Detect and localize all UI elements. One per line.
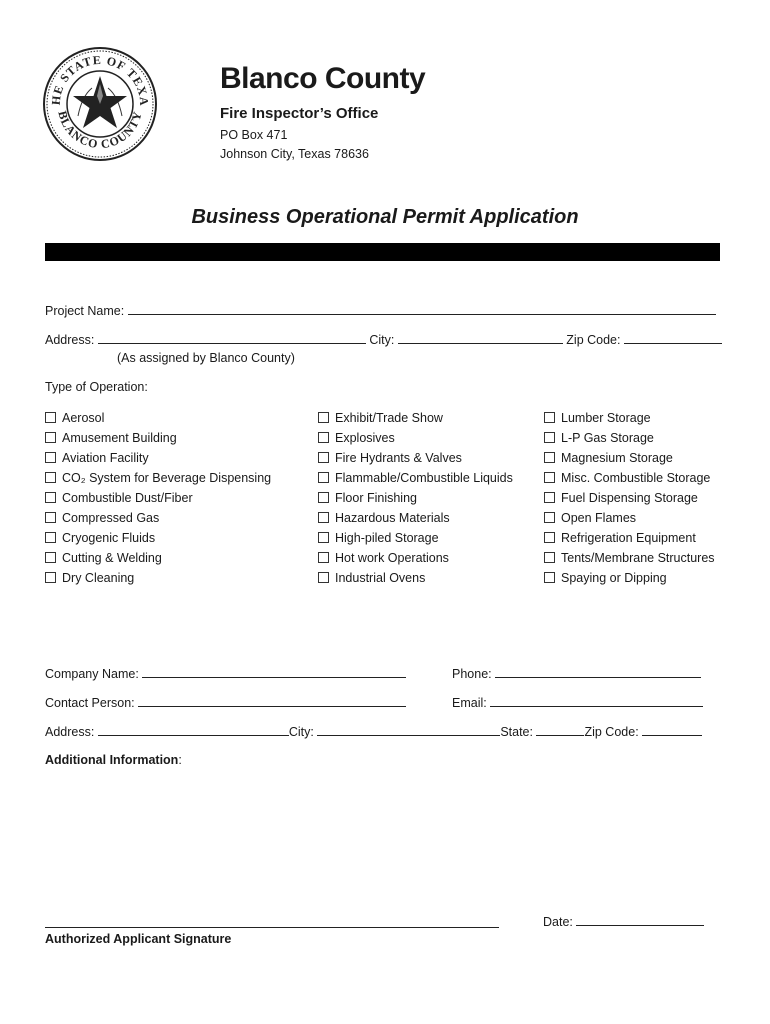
op-option-label: Spaying or Dipping <box>561 571 667 585</box>
company-address-field[interactable] <box>98 724 289 736</box>
op-option-label: High-piled Storage <box>335 531 439 545</box>
additional-info-colon: : <box>178 753 182 767</box>
phone-field[interactable] <box>495 666 701 678</box>
company-city-label: City: <box>288 725 314 739</box>
op-option[interactable] <box>318 448 513 468</box>
form-title: Business Operational Permit Application <box>191 206 579 228</box>
checkbox[interactable] <box>45 432 56 443</box>
op-option[interactable] <box>45 508 271 528</box>
op-option[interactable] <box>318 488 513 508</box>
checkbox[interactable] <box>544 472 555 483</box>
checkbox[interactable] <box>45 532 56 543</box>
checkbox[interactable] <box>45 472 56 483</box>
checkbox[interactable] <box>318 432 329 443</box>
op-option-label: Refrigeration Equipment <box>561 531 696 545</box>
op-option[interactable] <box>45 488 271 508</box>
email-row <box>452 695 703 710</box>
company-zip-field[interactable] <box>642 724 702 736</box>
phone-row <box>452 666 701 681</box>
county-title: Blanco County <box>220 62 426 95</box>
signature-line[interactable] <box>45 927 499 928</box>
op-option-label: Dry Cleaning <box>62 571 135 585</box>
op-option-label: Compressed Gas <box>62 511 160 525</box>
svg-text:THE STATE OF TEXAS: HE STATE OF TEXA <box>48 52 152 107</box>
checkbox[interactable] <box>318 512 329 523</box>
company-name-row <box>45 666 406 681</box>
company-city-field[interactable] <box>317 724 500 736</box>
checkbox[interactable] <box>544 532 555 543</box>
checkbox[interactable] <box>318 412 329 423</box>
checkbox[interactable] <box>544 492 555 503</box>
company-address-label: Address: <box>45 725 95 739</box>
checkbox[interactable] <box>318 532 329 543</box>
checkbox[interactable] <box>45 572 56 583</box>
op-option-label: Open Flames <box>561 511 637 525</box>
additional-info-heading <box>45 753 182 767</box>
email-label: Email: <box>452 696 487 710</box>
checkbox[interactable] <box>45 452 56 463</box>
op-option[interactable] <box>544 508 715 528</box>
op-option[interactable] <box>318 428 513 448</box>
signature-label: Authorized Applicant Signature <box>45 932 232 946</box>
op-option[interactable] <box>544 428 715 448</box>
op-option[interactable] <box>544 528 715 548</box>
checkbox[interactable] <box>45 512 56 523</box>
op-option-label: Lumber Storage <box>561 411 651 425</box>
project-city-field[interactable] <box>398 332 563 344</box>
operation-column-2 <box>318 408 513 588</box>
checkbox[interactable] <box>544 412 555 423</box>
operation-type-label: Type of Operation: <box>45 380 148 394</box>
op-option-label: Exhibit/Trade Show <box>335 411 443 425</box>
op-option[interactable] <box>45 448 271 468</box>
op-option-label: CO₂ System for Beverage Dispensing <box>62 471 272 485</box>
op-option[interactable] <box>318 568 513 588</box>
op-option-label: Fuel Dispensing Storage <box>561 491 698 505</box>
header-divider-bar <box>45 243 720 261</box>
op-option-label: Cryogenic Fluids <box>62 531 156 545</box>
office-name: Fire Inspector’s Office <box>220 105 379 122</box>
project-address-field[interactable] <box>98 332 366 344</box>
op-option[interactable] <box>45 428 271 448</box>
company-name-field[interactable] <box>142 666 406 678</box>
op-option[interactable] <box>318 548 513 568</box>
checkbox[interactable] <box>544 432 555 443</box>
svg-text:BLANCO COUNTY: BLANCO COUNTY <box>55 109 145 152</box>
project-zip-field[interactable] <box>624 332 722 344</box>
company-state-field[interactable] <box>536 724 584 736</box>
checkbox[interactable] <box>544 452 555 463</box>
checkbox[interactable] <box>318 552 329 563</box>
contact-person-label: Contact Person: <box>45 696 135 710</box>
po-box: PO Box 471 <box>220 128 288 142</box>
company-state-label: State: <box>500 725 533 739</box>
checkbox[interactable] <box>318 452 329 463</box>
op-option-label: Combustible Dust/Fiber <box>62 491 193 505</box>
op-option[interactable] <box>318 408 513 428</box>
op-option[interactable] <box>544 448 715 468</box>
checkbox[interactable] <box>318 492 329 503</box>
op-option[interactable] <box>45 408 271 428</box>
op-option[interactable] <box>544 408 715 428</box>
op-option[interactable] <box>45 528 271 548</box>
contact-person-field[interactable] <box>138 695 406 707</box>
op-option-label: Aviation Facility <box>62 451 149 465</box>
contact-person-row <box>45 695 406 710</box>
checkbox[interactable] <box>544 512 555 523</box>
company-zip-label: Zip Code: <box>584 725 639 739</box>
op-option-label: Hazardous Materials <box>335 511 450 525</box>
op-option[interactable] <box>318 468 513 488</box>
op-option-label: Fire Hydrants & Valves <box>335 451 462 465</box>
operation-column-3 <box>544 408 715 588</box>
checkbox[interactable] <box>318 572 329 583</box>
checkbox[interactable] <box>45 552 56 563</box>
date-row <box>543 914 704 929</box>
phone-label: Phone: <box>452 667 492 681</box>
op-option-label: Amusement Building <box>62 431 177 445</box>
checkbox[interactable] <box>45 412 56 423</box>
project-zip-label: Zip Code: <box>566 333 621 347</box>
project-city-label: City: <box>369 333 395 347</box>
op-option-label: Hot work Operations <box>335 551 449 565</box>
project-address-row <box>45 332 722 347</box>
city-state-zip: Johnson City, Texas 78636 <box>220 147 369 161</box>
project-address-label: Address: <box>45 333 95 347</box>
operation-column-1 <box>45 408 271 588</box>
date-field[interactable] <box>576 914 704 926</box>
company-name-label: Company Name: <box>45 667 139 681</box>
county-seal <box>42 46 158 162</box>
op-option[interactable] <box>318 528 513 548</box>
checkbox[interactable] <box>318 472 329 483</box>
op-option-label: Tents/Membrane Structures <box>561 551 715 565</box>
project-name-field[interactable] <box>128 303 716 315</box>
op-option-label: Aerosol <box>62 411 105 425</box>
op-option[interactable] <box>45 568 271 588</box>
email-field[interactable] <box>490 695 703 707</box>
address-note: (As assigned by Blanco County) <box>117 351 295 365</box>
checkbox[interactable] <box>45 492 56 503</box>
op-option-label: Explosives <box>335 431 395 445</box>
checkbox[interactable] <box>544 552 555 563</box>
op-option-label: Misc. Combustible Storage <box>561 471 711 485</box>
date-label: Date: <box>543 915 573 929</box>
checkbox[interactable] <box>544 572 555 583</box>
op-option[interactable] <box>318 508 513 528</box>
op-option[interactable] <box>45 548 271 568</box>
company-address-row <box>45 724 702 739</box>
op-option[interactable] <box>544 568 715 588</box>
op-option-label: Industrial Ovens <box>335 571 426 585</box>
additional-info-label: Additional Information <box>45 753 179 767</box>
op-option[interactable] <box>45 468 271 488</box>
op-option[interactable] <box>544 488 715 508</box>
op-option-label: Flammable/Combustible Liquids <box>335 471 513 485</box>
project-name-label: Project Name: <box>45 304 125 318</box>
project-name-row <box>45 303 716 318</box>
op-option[interactable] <box>544 548 715 568</box>
op-option-label: Magnesium Storage <box>561 451 673 465</box>
op-option[interactable] <box>544 468 715 488</box>
op-option-label: Floor Finishing <box>335 491 417 505</box>
op-option-label: L-P Gas Storage <box>561 431 654 445</box>
op-option-label: Cutting & Welding <box>62 551 162 565</box>
